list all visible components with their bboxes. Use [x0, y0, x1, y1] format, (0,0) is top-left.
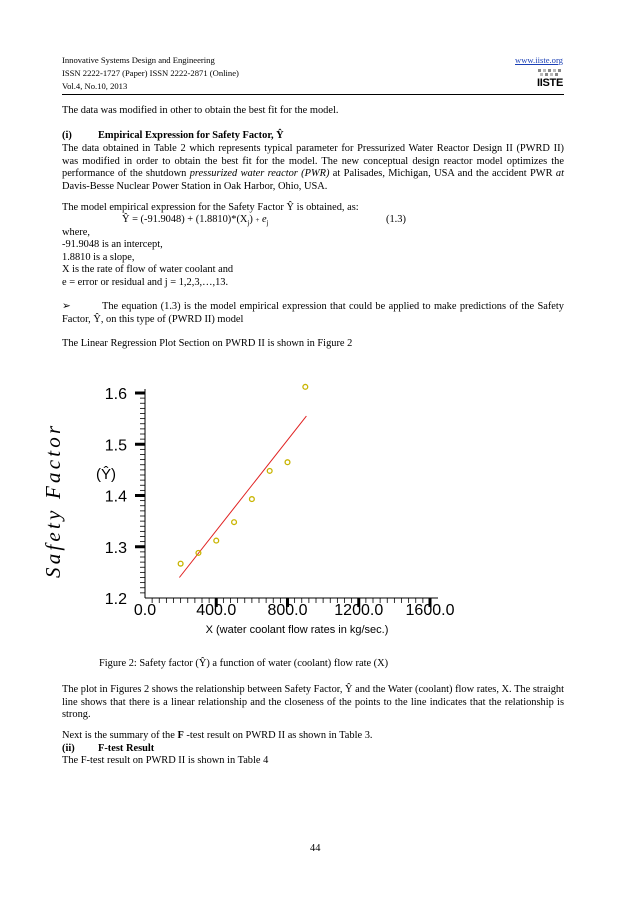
data-point: [232, 520, 237, 525]
section1-title: Empirical Expression for Safety Factor, Ŷ: [98, 130, 284, 141]
data-point: [267, 469, 272, 474]
figure-caption: Figure 2: Safety factor (Ŷ) a function of water (coolant) flow rate (X): [99, 658, 389, 669]
section2-title: F-test Result: [98, 743, 155, 754]
section1-paragraph: The data obtained in Table 2 which represents typical parameter for Pressurized Water Reactor Design II (PWRD II) was modified in order to obtain the best fit for the model. The new conceptual design reactor model optimizes the performance of the shutdown pressurized water reactor (PWR) at Palisades, Michigan, USA and the accident PWR at Davis-Besse Nuclear Power Station in Oak Harbor, Ohio, USA.: [62, 143, 564, 192]
section2-number: (ii): [62, 743, 75, 754]
y-tick-label: 1.4: [104, 488, 127, 506]
y-tick-label: 1.3: [104, 539, 127, 557]
journal-name: Innovative Systems Design and Engineering: [62, 55, 215, 65]
definition-x: X is the rate of flow of water coolant and: [62, 264, 234, 275]
equation-number: (1.3): [386, 214, 406, 225]
arrow-bullet-icon: ➢: [62, 301, 71, 312]
iiste-logo: [537, 68, 563, 90]
where-label: where,: [62, 227, 90, 238]
data-point: [214, 538, 219, 543]
equation: Ŷ = $(-91.9048) + (1.8810)*(X_j) + e_j$: [122, 214, 269, 228]
y-tick-label: 1.6: [104, 386, 127, 403]
x-tick-label: 400.0: [196, 602, 237, 619]
data-point: [285, 460, 290, 465]
data-point: [249, 497, 254, 502]
y-axis-symbol: (Ŷ): [96, 466, 116, 483]
logo-text: IISTE: [537, 77, 564, 89]
x-tick-label: 800.0: [267, 602, 308, 619]
y-axis-label: Safety Factor: [41, 422, 65, 578]
x-tick-label: 1200.0: [334, 602, 384, 619]
page-number: 44: [310, 843, 321, 854]
website-link[interactable]: www.iiste.org: [515, 55, 563, 65]
summary-line: Next is the summary of the F -test result on PWRD II as shown in Table 3.: [62, 730, 373, 741]
section2-paragraph: The F-test result on PWRD II is shown in Table 4: [62, 755, 269, 766]
data-point: [178, 561, 183, 566]
model-intro: The model empirical expression for the Safety Factor Ŷ is obtained, as:: [62, 202, 359, 213]
bullet-paragraph: The equation (1.3) is the model empirical expression that could be applied to make predictions of the Safety Factor, Ŷ, on this type of (PWRD II) model: [62, 301, 564, 325]
section1-number: (i): [62, 130, 72, 141]
definition-slope: 1.8810 is a slope,: [62, 252, 135, 263]
volume: Vol.4, No.10, 2013: [62, 81, 128, 91]
y-tick-label: 1.2: [104, 591, 127, 608]
x-tick-label: 1600.0: [405, 602, 455, 619]
definition-error: e = error or residual and j = 1,2,3,…,13.: [62, 277, 229, 288]
intro-line: The data was modified in other to obtain the best fit for the model.: [62, 105, 339, 116]
x-tick-label: 0.0: [133, 602, 157, 619]
data-point: [303, 384, 308, 389]
analysis-paragraph: The plot in Figures 2 shows the relationship between Safety Factor, Ŷ and the Water (coolant) flow rates, X. The straight line shows that there is a linear relationship and the closeness of the points to the line indicates that the relationship is strong.: [62, 684, 564, 721]
regression-line: [179, 416, 306, 577]
y-tick-label: 1.5: [104, 437, 127, 455]
regression-chart: [0, 370, 638, 645]
x-axis-label: X (water coolant flow rates in kg/sec.): [205, 624, 389, 636]
issn: ISSN 2222-1727 (Paper) ISSN 2222-2871 (Online): [62, 68, 239, 78]
definition-intercept: -91.9048 is an intercept,: [62, 239, 163, 250]
plot-intro: The Linear Regression Plot Section on PWRD II is shown in Figure 2: [62, 338, 353, 349]
header-divider: [62, 94, 564, 95]
